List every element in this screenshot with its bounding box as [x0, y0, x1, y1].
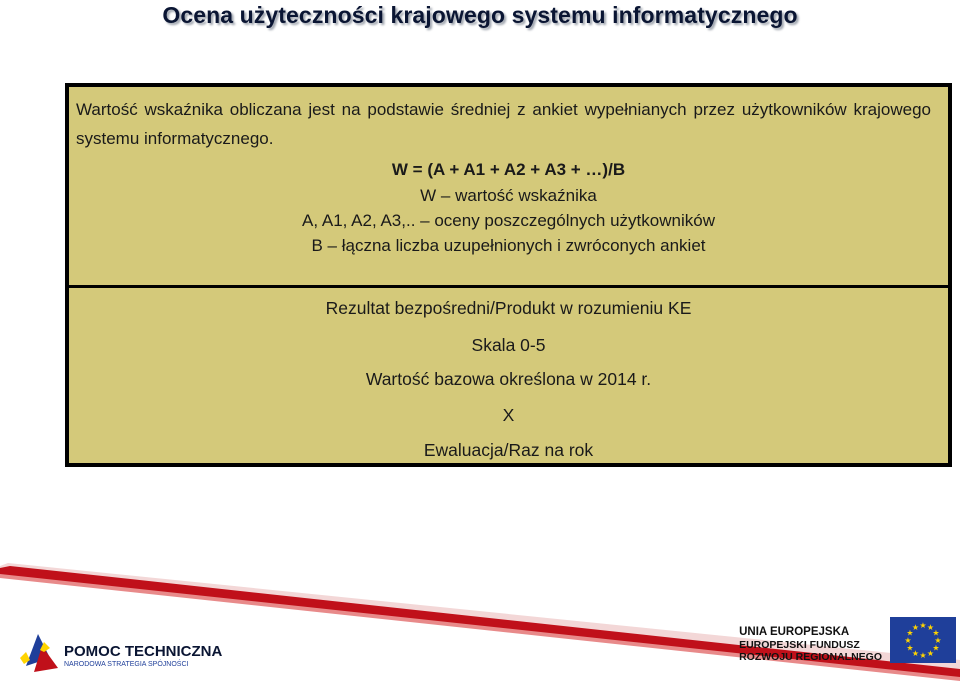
evaluation-frequency: Ewaluacja/Raz na rok [423, 440, 594, 460]
eu-star-icon: ★ [934, 636, 942, 645]
eu-star-icon: ★ [906, 628, 914, 638]
eu-star-icon: ★ [932, 643, 940, 653]
result-type: Rezultat bezpośredni/Produkt w rozumieniu KE [325, 298, 692, 318]
eu-star-icon: ★ [904, 636, 912, 645]
formula: W = (A + A1 + A2 + A3 + …)/B [391, 160, 626, 179]
eu-flag-icon [890, 617, 956, 663]
eu-line-3: ROZWOJU REGIONALNEGO [739, 651, 882, 663]
logo-name: POMOC TECHNICZNA [64, 643, 223, 660]
eu-star-icon: ★ [911, 623, 920, 633]
pomoc-techniczna-logo [20, 628, 250, 678]
eu-star-icon: ★ [926, 648, 935, 658]
section-divider [69, 285, 948, 288]
definition-b: B – łączna liczba uzupełnionych i zwróconych ankiet [311, 236, 706, 255]
eu-star-icon: ★ [932, 628, 940, 638]
eu-star-icon: ★ [919, 651, 927, 660]
eu-line-2: EUROPEJSKI FUNDUSZ [739, 638, 860, 651]
eu-line-1: UNIA EUROPEJSKA [739, 626, 850, 638]
page-title: Ocena użyteczności krajowego systemu informatycznego [162, 2, 798, 28]
eu-star-icon: ★ [919, 621, 927, 630]
eu-star-icon: ★ [906, 643, 914, 653]
baseline-value: Wartość bazowa określona w 2014 r. [365, 369, 652, 389]
eu-text-block [739, 626, 882, 664]
definition-a: A, A1, A2, A3,.. – oceny poszczególnych użytkowników [302, 211, 715, 230]
eu-star-icon: ★ [926, 623, 935, 633]
target-value: X [502, 405, 515, 425]
description-text: Wartość wskaźnika obliczana jest na podstawie średniej z ankiet wypełnianych przez użytkowników krajowego systemu informatycznego. [76, 100, 931, 148]
definition-w: W – wartość wskaźnika [420, 186, 597, 205]
eu-star-icon: ★ [911, 648, 920, 658]
logo-subtitle: NARODOWA STRATEGIA SPÓJNOŚCI [64, 661, 189, 668]
scale: Skala 0-5 [471, 335, 546, 355]
